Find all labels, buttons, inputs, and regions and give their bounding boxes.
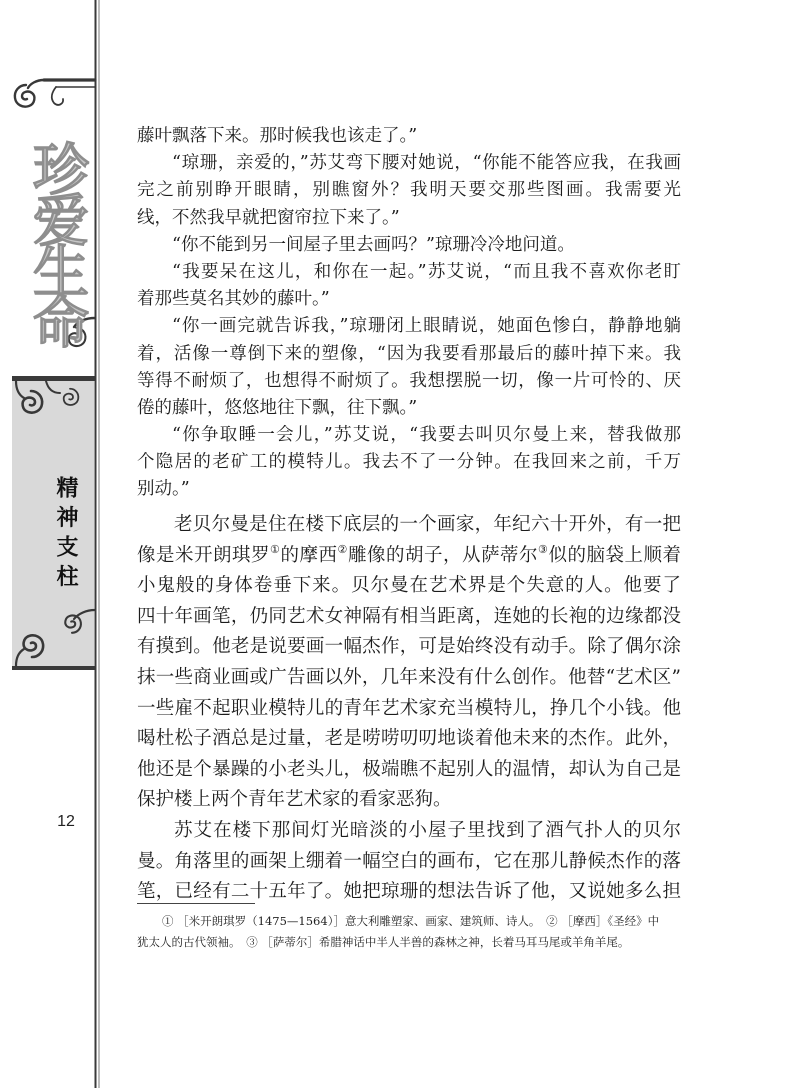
footnote-ref-2: ② [337, 542, 348, 556]
footnote-ref-3: ③ [537, 542, 549, 556]
line-segment: 像是米开朗琪罗 [137, 544, 271, 566]
line-segment: 的摩西 [280, 544, 338, 566]
body-line: 喝杜松子酒总是过量，老是唠唠叨叨地谈着他未来的杰作。此外， [137, 728, 681, 750]
footnotes [137, 911, 681, 953]
body-line: 线，不然我早就把窗帘拉下来了。” [137, 207, 400, 228]
body-line: 老贝尔曼是住在楼下底层的一个画家，年纪六十开外，有一把 [174, 514, 681, 535]
body-line: 有摸到。他老是说要画一幅杰作，可是始终没有动手。除了偶尔涂 [137, 636, 681, 658]
vertical-rule [95, 0, 97, 1088]
body-line: 小鬼般的身体卷垂下来。贝尔曼在艺术界是个失意的人。他要了 [137, 575, 681, 597]
body-text-part1 [137, 123, 681, 504]
book-title: 珍爱生命 [24, 140, 90, 344]
body-text-part2 [137, 510, 681, 908]
footnote-line: ① ［米开朗琪罗（1475—1564）］意大利雕塑家、画家、建筑师、诗人。 ② ［摩西］《圣经》中 [162, 914, 660, 928]
body-line: 倦的藤叶，悠悠地往下飘，往下飘。” [137, 397, 418, 418]
body-line: 等得不耐烦了，也想得不耐烦了。我想摆脱一切，像一片可怜的、厌 [137, 370, 681, 391]
body-line: 着，活像一尊倒下来的塑像，“因为我要看那最后的藤叶掉下来。我 [137, 343, 681, 364]
line-segment: 似的脑袋上顺着 [548, 544, 681, 566]
section-label: 精神支柱 [53, 476, 79, 594]
footnote-line: 犹太人的古代领袖。 ③ ［萨蒂尔］希腊神话中半人半兽的森林之神，长着马耳马尾或羊角羊尾。 [137, 935, 630, 949]
body-line: 着那些莫名其妙的藤叶。” [137, 289, 330, 310]
page-number: 12 [57, 813, 75, 830]
footnote-ref-1: ① [270, 542, 281, 556]
body-line: 他还是个暴躁的小老头儿，极端瞧不起别人的温情，却认为自己是 [137, 758, 681, 780]
body-line: 一些雇不起职业模特儿的青年艺术家充当模特儿，挣几个小钱。他 [137, 697, 681, 719]
body-line: 别动。” [137, 479, 190, 500]
body-line: 藤叶飘落下来。那时候我也该走了。” [137, 126, 418, 146]
body-line: 个隐居的老矿工的模特儿。我去不了一分钟。在我回来之前，千万 [137, 452, 681, 473]
section-tab-top-band [12, 376, 95, 381]
body-line: 笔，已经有二十五年了。她把琼珊的想法告诉了他，又说她多么担 [137, 881, 681, 903]
body-line: 完之前别睁开眼睛，别瞧窗外？我明天要交那些图画。我需要光 [137, 180, 681, 201]
body-line: 四十年画笔，仍同艺术女神隔有相当距离，连她的长袍的边缘都没 [137, 605, 681, 627]
body-line-with-footnote-refs [137, 541, 681, 572]
body-line: “你一画完就告诉我，”琼珊闭上眼睛说，她面色惨白，静静地躺 [172, 316, 681, 337]
footnote-divider [137, 903, 255, 904]
body-line: “你不能到另一间屋子里去画吗？”琼珊冷冷地问道。 [172, 234, 575, 255]
body-line: “我要呆在这儿，和你在一起。”苏艾说，“而且我不喜欢你老盯 [172, 261, 681, 282]
body-line: “你争取睡一会儿，”苏艾说，“我要去叫贝尔曼上来，替我做那 [172, 425, 681, 446]
section-tab-bottom-band [12, 666, 95, 670]
body-line: 苏艾在楼下那间灯光暗淡的小屋子里找到了酒气扑人的贝尔 [174, 819, 681, 841]
line-segment: 雕像的胡子，从萨蒂尔 [347, 544, 538, 566]
vertical-rule-inner [99, 0, 100, 1088]
body-line: “琼珊，亲爱的，”苏艾弯下腰对她说，“你能不能答应我，在我画 [172, 153, 681, 174]
body-line: 保护楼上两个青年艺术家的看家恶狗。 [137, 789, 452, 811]
body-line: 曼。角落里的画架上绷着一幅空白的画布，它在那儿静候杰作的落 [137, 850, 681, 872]
body-line: 抹一些商业画或广告画以外，几年来没有什么创作。他替“艺术区” [137, 666, 681, 688]
top-ornament [15, 80, 95, 107]
